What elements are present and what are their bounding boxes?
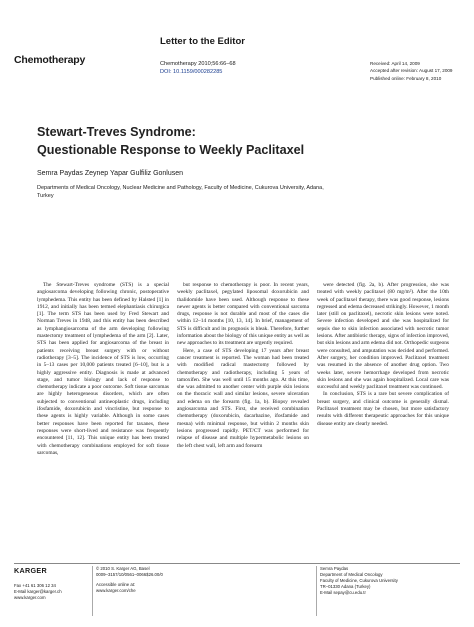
online-label: Accessible online at: <box>96 582 136 587</box>
footer-divider <box>92 566 93 616</box>
corr-dept: Department of Medical Oncology <box>320 572 383 577</box>
copyright: © 2010 S. Karger AG, Basel <box>96 566 150 571</box>
footer-rule <box>14 563 460 564</box>
fax: Fax +41 61 306 12 34 <box>14 583 56 588</box>
authors: Semra Paydas Zeynep Yapar Gulfiliz Gonlusen <box>37 170 184 177</box>
publication-dates <box>370 60 453 82</box>
footer-divider <box>316 566 317 616</box>
copyright-block <box>96 566 163 594</box>
affiliation: Departments of Medical Oncology, Nuclear Medicine and Pathology, Faculty of Medicine, Cukurova University, Adana, Turkey <box>37 185 324 199</box>
title-line-1: Stewart-Treves Syndrome: <box>37 125 196 139</box>
doi-link[interactable]: DOI: 10.1159/000282285 <box>160 69 223 75</box>
publisher-logo: KARGER <box>14 566 47 575</box>
paragraph: Here, a case of STS developing 17 years after breast cancer treatment is reported. The woman had been treated with modified radical mastectomy followed by chemotherapy and radiotherapy, including 5 years of tamoxifen. She was well until 15 months ago. At this time, she was admitted to another center with purple skin lesions on the thoracic wall and similar lesions, severe ulceration and edema on the forearm (fig. 1a, b). Biopsy revealed angiosarcoma and STS. First, she received combination chemotherapy (doxorubicin, dacarbazine, ifosfamide and mesna) with minimal response, but within 2 months skin lesions progressed rapidly. PET/CT was performed for relapse of disease and multiple hypermetabolic lesions on the left chest wall, left arm and forearm <box>177 347 309 449</box>
corr-name: Semra Paydas <box>320 566 349 571</box>
corr-faculty: Faculty of Medicine, Cukurova University <box>320 578 398 583</box>
citation-block <box>160 60 236 76</box>
online-url[interactable]: www.karger.com/che <box>96 588 136 593</box>
correspondence-block <box>320 566 398 596</box>
body-column-1 <box>37 282 169 552</box>
paragraph: but response to chemotherapy is poor. In recent years, weekly paclitaxel, pegylated liposomal doxorubicin and thalidomide have been used. Although response to these newer agents is better compared with conventional sarcoma drugs, response is not durable and most of the cases die within 12–14 months [10, 13, 14]. In brief, management of STS is difficult and its prognosis is bleak. Therefore, further information about the biology of this unique entity as well as new approaches to its treatment are urgently required. <box>177 282 309 347</box>
article-title <box>37 124 304 159</box>
title-line-2: Questionable Response to Weekly Paclitaxel <box>37 142 305 157</box>
paragraph: The Stewart-Treves syndrome (STS) is a special angiosarcoma developing following chronic, postoperative lymphedema. This entity has been defined by Halsted [1] in 1912, and initially has been termed elephantiasis chirurgica [1]. The term STS has been used by Fred Stewart and Norman Treves in 1948, and this entity has been described as lymphangiosarcoma of the arm developing following mastectomy treatment of lymphedema of the arm [2]. Later, STS has been applied for angiosarcoma of the breast in patients receiving breast surgery with or without radiotherapy [3–5]. The incidence of STS is low, occurring in 5–13 cases per 10,000 patients treated [6–10], but is a highly aggressive entity. Diagnosis is made at advanced stage, and tumor biology and lack of response to chemotherapy indicate a poor outcome. Soft tissue sarcomas are highly heterogeneous disorders, which are often subjected to conventional antineoplastic drugs, including ifosfamide, doxorubicin and vincristine, but response to these agents is highly variable. Although in some cases better responses have been reported for taxanes, these responses were short-lived and resistance was frequently encountered [11, 12]. This unique entity has been treated with chemotherapy combinations employed for soft tissue sarcomas, <box>37 282 169 456</box>
section-title: Letter to the Editor <box>160 36 245 47</box>
accepted-date: Accepted after revision: August 17, 2009 <box>370 68 453 74</box>
issn: 0009–3157/10/0561–0066$26.00/0 <box>96 572 163 577</box>
published-date: Published online: February 8, 2010 <box>370 75 442 81</box>
received-date: Received: April 14, 2009 <box>370 61 420 66</box>
citation: Chemotherapy 2010;56:66–68 <box>160 61 236 67</box>
publisher-website[interactable]: www.karger.com <box>14 595 46 600</box>
body-column-2 <box>177 282 309 552</box>
paragraph: were detected (fig. 2a, b). After progression, she was treated with weekly paclitaxel (80 mg/m²). After the 10th week of paclitaxel therapy, there was good response, lesions regressed and edema decreased strikingly. However, 1 month later (still on paclitaxel), necrotic skin lesions were noted. Severe infection developed and she was hospitalized for sepsis due to skin infection associated with necrotic tumor lesions. After antibiotic therapy, signs of infection improved, but skin lesions and arm edema did not. Orthopedic surgeons were consulted, and amputation was decided and performed. After surgery, her condition improved. Paclitaxel treatment was resumed in the absence of another drug option. Two weeks later, severe hemorrhage developed from necrotic skin lesions and she was again hospitalized. Local care was successful and weekly paclitaxel treatment was continued. <box>317 282 449 391</box>
corr-city: TR–01330 Adana (Turkey) <box>320 584 371 589</box>
publisher-contact <box>14 583 62 601</box>
corr-email[interactable]: E-Mail sepay@cu.edu.tr <box>320 590 366 595</box>
journal-name: Chemotherapy <box>14 54 86 66</box>
publisher-email[interactable]: E-Mail karger@karger.ch <box>14 589 62 594</box>
body-column-3 <box>317 282 449 552</box>
paragraph: In conclusion, STS is a rare but severe complication of breast surgery, and clinical outcome is generally dismal. Paclitaxel treatment may be chosen, but more satisfactory results with different therapeutic approaches for this unique disease entity are clearly needed. <box>317 391 449 427</box>
